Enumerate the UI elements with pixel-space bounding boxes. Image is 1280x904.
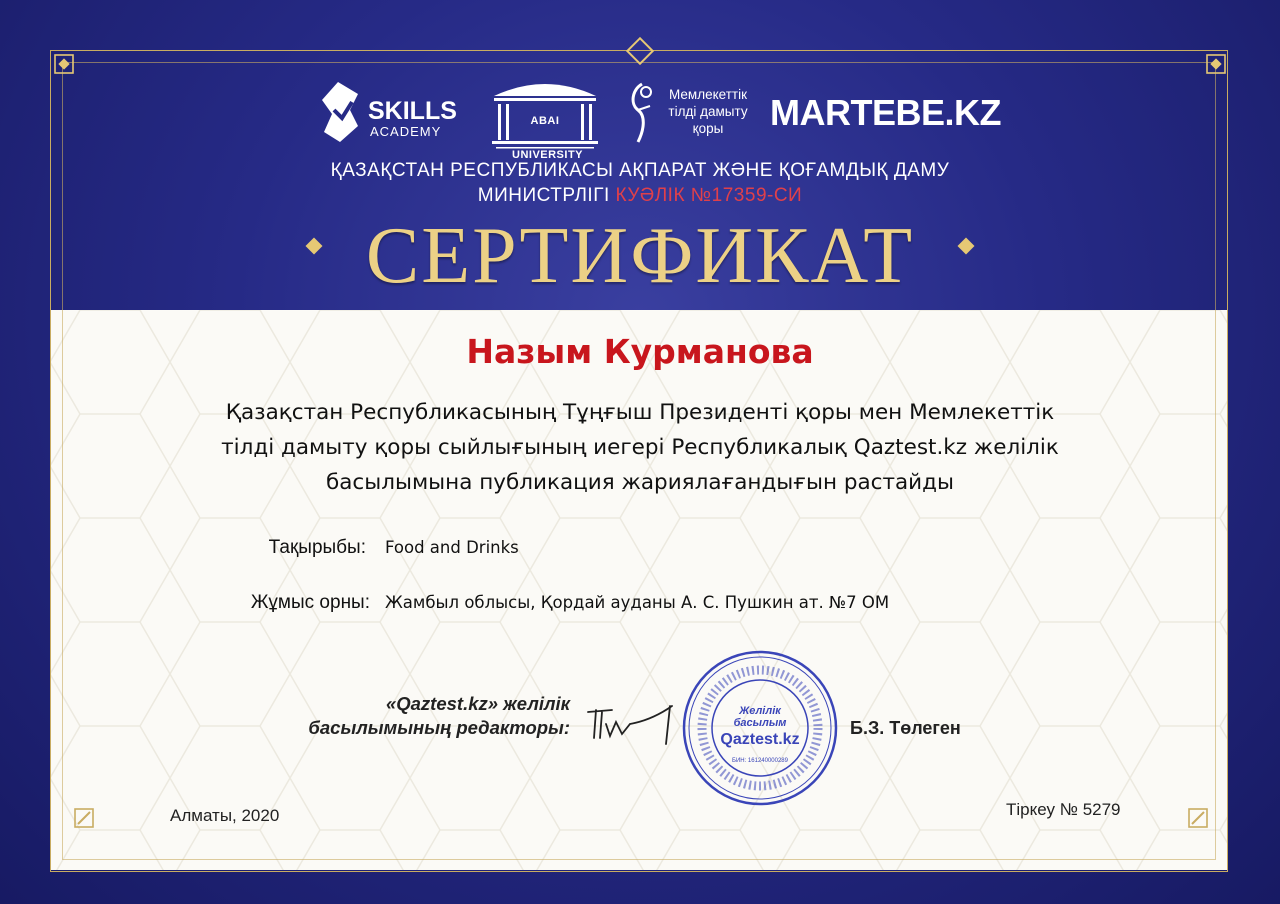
abai-university-logo-text: ABAI UNIVERSITY	[512, 115, 584, 161]
statement-line: басылымына публикация жариялағандығын растайды	[326, 470, 954, 495]
topic-value: Food and Drinks	[385, 538, 519, 557]
registration-number: Тіркеу № 5279	[1006, 800, 1121, 819]
language-fund-logo-icon	[624, 80, 660, 146]
skills-academy-logo-subtext: ACADEMY	[370, 124, 442, 139]
editor-caption	[280, 692, 570, 740]
editor-caption-line: «Qaztest.kz» желілік	[385, 693, 570, 714]
language-fund-line: Мемлекеттік	[669, 87, 747, 102]
stamp-text: Qaztest.kz	[720, 731, 800, 748]
martebe-logo-text: MARTEBE.KZ	[770, 92, 1001, 133]
workplace-label: Жұмыс орны:	[250, 592, 370, 613]
skills-academy-logo-icon	[318, 80, 364, 146]
statement-line: Қазақстан Республикасының Тұңғыш Президенті қоры мен Мемлекеттік	[225, 400, 1055, 425]
corner-ornament-icon	[52, 52, 76, 76]
official-stamp	[680, 648, 840, 808]
corner-ornament-icon	[1204, 52, 1228, 76]
editor-signature	[582, 698, 682, 748]
skills-academy-logo-text: SKILLS	[368, 97, 457, 125]
statement-line: тілді дамыту қоры сыйлығының иегері Республикалық Qaztest.kz желілік	[221, 435, 1059, 460]
license-number: КУӘЛІК №17359-СИ	[615, 185, 803, 206]
stamp-text: басылым	[733, 717, 787, 729]
corner-ornament-icon	[1186, 806, 1210, 830]
corner-ornament-icon	[72, 806, 96, 830]
ministry-line-1: ҚАЗАҚСТАН РЕСПУБЛИКАСЫ АҚПАРАТ ЖӘНЕ ҚОҒАМДЫҚ ДАМУ	[330, 160, 950, 181]
language-fund-line: қоры	[692, 121, 724, 136]
language-fund-logo-text	[660, 86, 756, 137]
ministry-name: МИНИСТРЛІГІ	[477, 185, 610, 206]
editor-name: Б.З. Төлеген	[850, 718, 961, 738]
certificate-title: СЕРТИФИКАТ	[365, 212, 915, 300]
language-fund-line: тілді дамыту	[668, 104, 748, 119]
editor-caption-line: басылымының редакторы:	[308, 717, 570, 738]
city-year: Алматы, 2020	[170, 806, 280, 825]
ministry-line-2	[240, 183, 1040, 208]
stamp-text: БИН: 161240000289	[732, 758, 788, 764]
stamp-text: Желілік	[739, 705, 781, 717]
certificate-statement	[140, 395, 1140, 500]
recipient-name: Назым Курманова	[466, 332, 814, 371]
topic-label: Тақырыбы:	[268, 537, 366, 558]
partner-logos	[318, 78, 1001, 161]
workplace-value: Жамбыл облысы, Қордай ауданы А. С. Пушкин ат. №7 ОМ	[385, 593, 890, 612]
